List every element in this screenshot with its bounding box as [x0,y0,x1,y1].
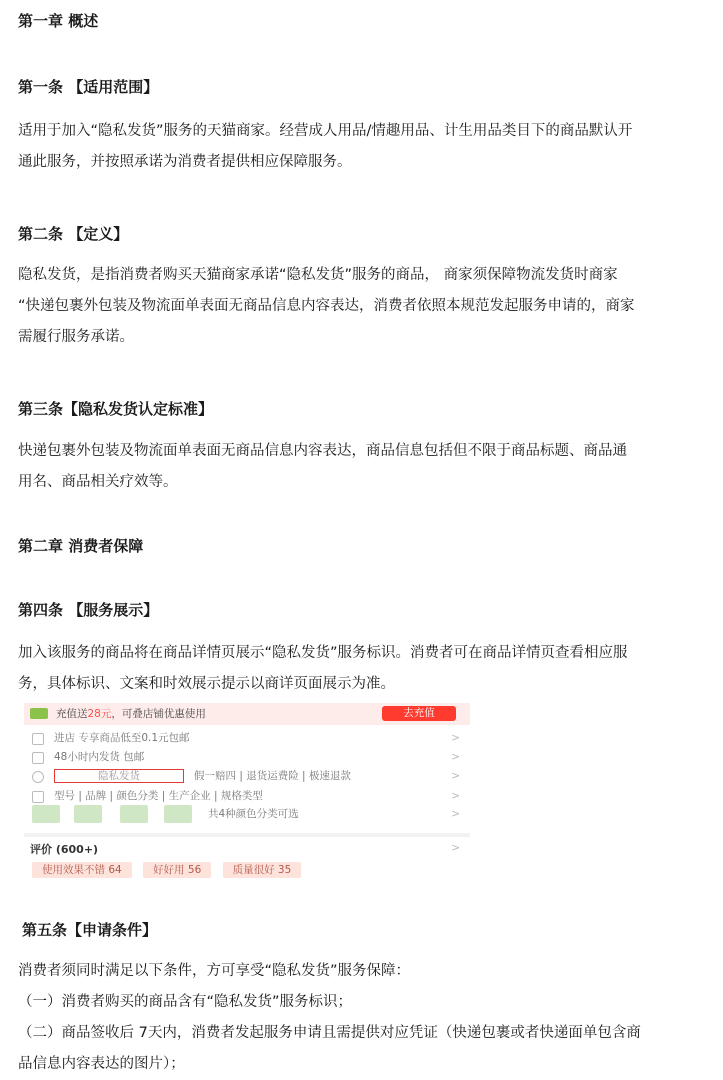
review-tag[interactable]: 质量很好 35 [223,862,302,878]
article-5-title: 第五条【申请条件】 [22,921,158,939]
chevron-right-icon: > [451,770,460,782]
variant-thumbnail [120,805,148,823]
article-3-body [18,436,708,498]
article-4-line-2: 务，具体标识、文案和时效展示提示以商详页面展示为准。 [18,676,395,692]
article-2-line-2: “快递包裹外包装及物流面单表面无商品信息内容表达，消费者依照本规范发起服务申请的，商家 [18,298,635,314]
review-tag[interactable]: 使用效果不错 64 [32,862,132,878]
article-4-title: 第四条 【服务展示】 [18,601,159,619]
spec-icon [32,791,44,803]
chevron-right-icon: > [451,842,460,854]
article-5-intro: 消费者须同时满足以下条件，方可享受“隐私发货”服务保障： [18,963,411,979]
article-1-line-2: 通此服务，并按照承诺为消费者提供相应保障服务。 [18,154,352,170]
article-5-item-2-line-2: 品信息内容表达的图片）； [18,1056,185,1072]
chevron-right-icon: > [451,751,460,763]
review-tag[interactable]: 好好用 56 [143,862,211,878]
article-5-item-2-line-1: （二）商品签收后 7天内，消费者发起服务申请且需提供对应凭证（快递包裹或者快递面单包含商 [18,1025,641,1041]
shield-icon [32,771,44,783]
chevron-right-icon: > [451,790,460,802]
recharge-amount: 28元 [87,708,112,720]
spec-row[interactable] [24,787,470,805]
shop-promo-text: 进店 专享商品低至0.1元包邮 [54,732,190,744]
article-4-body [18,638,708,700]
variant-thumbnail [74,805,102,823]
product-page-screenshot [24,703,470,883]
article-1-body [18,116,708,178]
review-tags [32,862,309,878]
chevron-right-icon: > [451,808,460,820]
variant-count-text: 共4种颜色分类可选 [208,808,299,820]
service-row[interactable] [24,767,470,785]
recharge-banner [24,703,470,725]
article-5-body [18,956,708,1080]
article-3-title: 第三条【隐私发货认定标准】 [18,400,214,418]
variant-thumbnail [32,805,60,823]
privacy-shipping-label: 隐私发货 [54,769,184,783]
recharge-button[interactable]: 去充值 [382,706,456,721]
shipping-row[interactable] [24,748,470,766]
article-2-line-3: 需履行服务承诺。 [18,329,134,345]
truck-icon [32,752,44,764]
review-title[interactable]: 评价 (600+) [30,843,99,856]
article-2-line-1: 隐私发货，是指消费者购买天猫商家承诺“隐私发货”服务的商品， 商家须保障物流发货时商家 [18,267,618,283]
article-3-line-1: 快递包裹外包装及物流面单表面无商品信息内容表达，商品信息包括但不限于商品标题、商品通 [18,443,627,459]
article-1-title: 第一条 【适用范围】 [18,78,159,96]
article-2-body [18,260,708,353]
color-variant-row[interactable] [24,805,470,823]
store-icon [32,733,44,745]
chapter-2-title: 第二章 消费者保障 [18,537,144,555]
chevron-right-icon: > [451,732,460,744]
article-2-title: 第二条 【定义】 [18,225,129,243]
article-3-line-2: 用名、商品相关疗效等。 [18,474,178,490]
variant-thumbnail [164,805,192,823]
chapter-1-title: 第一章 概述 [18,12,99,30]
article-4-line-1: 加入该服务的商品将在商品详情页展示“隐私发货”服务标识。消费者可在商品详情页查看相应服 [18,645,628,661]
shop-promo-row[interactable] [24,729,470,747]
article-1-line-1: 适用于加入“隐私发货”服务的天猫商家。经营成人用品/情趣用品、计生用品类目下的商品默认开 [18,123,633,139]
article-5-item-1: （一）消费者购买的商品含有“隐私发货”服务标识； [18,994,353,1010]
service-text: 隐私发货 假一赔四 | 退货运费险 | 极速退款 [54,767,351,785]
shipping-text: 48小时内发货 包邮 [54,751,145,763]
divider [24,833,470,837]
spec-text: 型号 | 品牌 | 颜色分类 | 生产企业 | 规格类型 [54,790,263,802]
recharge-text: 充值送28元，可叠店铺优惠使用 [56,708,206,720]
coupon-tag-icon [30,708,48,719]
